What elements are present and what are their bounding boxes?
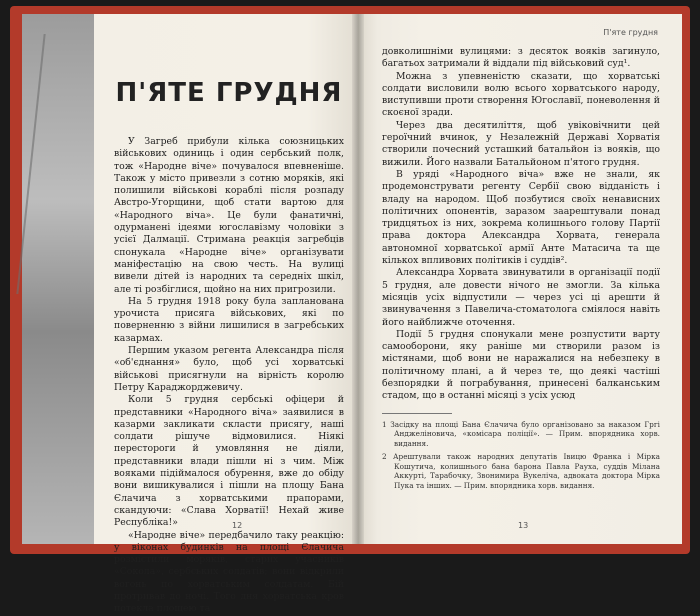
tree-silhouette (16, 34, 95, 294)
running-head: П'яте грудня (603, 28, 658, 37)
chapter-title: П'ЯТЕ ГРУДНЯ (115, 78, 343, 108)
left-paragraph-5: «Народне віче» передбачило таку реакцію: у віконах будинків на площі Єлачича розмістили моряків, старих учасників «Сокола», сербських солдатів; вони відкрили вогонь по хорватським солдатам. Бій протривав до ночі. Того дня хорватська кров потекла площею та (114, 529, 344, 615)
right-paragraph-1: довколишніми вулицями: з десяток вояків загинуло, багатьох затримали й віддали під військовий суд¹. (382, 46, 660, 70)
left-paragraph-2: На 5 грудня 1918 року була запланована урочиста присяга військових, які по поверненню з війни лишилися в загребських казармах. (114, 295, 344, 344)
right-paragraph-4: В уряді «Народного віча» вже не знали, як продемонструвати регенту Сербії свою відданість і владу на народом. Щоб позбутися своїх ненависних політичних опонентів, зарaзом заарештували понад тридцятьох із них, зокрема колишнього голову Партії права доктора Александра Хорвата, генерала автономної хорватської армії Анте Матасича та ще кількох впливових політиків і суддів². (382, 168, 660, 267)
right-paragraph-5: Александра Хорвата звинуватили в організації події 5 грудня, але довести нічого не змогли. За кілька місяців усіх відпустили — через усі ці арешти й звинувачення з Павелича-стоматолога сміялося навіть його найближче оточення. (382, 267, 660, 328)
left-paragraph-3: Першим указом регента Александра після «об'єднання» було, щоб усі хорватські військові присягнули на вірність королю Петру Караджорджевичу. (114, 345, 344, 393)
open-book (22, 14, 682, 615)
footnote-1: 1 Засідку на площі Бана Єлачича було організовано за наказом Гргі Анджеліновича, «комісара поліції». — Прим. впорядника хорв. видання. (382, 419, 660, 448)
book-gutter (352, 14, 364, 544)
left-page-number: 12 (232, 521, 243, 530)
right-page (358, 14, 682, 544)
left-paragraph-4: Коли 5 грудня сербські офіцери й представники «Народного віча» заявилися в казарми закликати скласти присягу, наші солдати рішуче відмовилися. Ніякі перестороги й умовляння не діяли, представники влади пішли ні з чим. Між вояками підіймалося обурення, вже до обіду вони вишикувалися і пішли на площу Бана Єлачича з хорватськими прапорами, скандуючи: «Слава Хорватії! Нехай живе Республіка!» (114, 394, 344, 529)
footnote-divider (382, 413, 452, 414)
left-paragraph-1: У Загреб прибули кілька союзницьких військових одиниць і один сербський полк, тож «Народне віче» почувалося впевненіше. Також у місто привезли з сотню моряків, які полишили військові кораблі після розпаду Австро-Угорщини, щоб стати вартою для «Народного віча». Це були фанатичні, одурманені ідеями югославізму чоловіки з усієї Далмації. Стримана реакція загребців спонукала «Народне віче» організувати маніфестацію на свою честь. На вулиці вивели дітей із народних та середніх шкіл, але ті розбіглися, щойно на них пригрозили. (114, 136, 344, 295)
right-paragraph-3: Через два десятиліття, щоб увіковічнити цей героїчний вчинок, у Незалежній Державі Хорватія створили почесний устaшкий батальйон із вояків, що вижили. Його назвали Батальйоном п'ятого грудня. (382, 119, 660, 168)
right-paragraph-2: Можна з упевненістю сказати, що хорватські солдати висловили волю всього хорватського народу, виступивши проти створення Югославії, поневолення й скоєної зради. (382, 70, 660, 119)
right-paragraph-6: Події 5 грудня спонукали мене розпустити варту самооборони, яку раніше ми створили разом із містянами, щоб вони не наражалися на небезпеку в політичному плані, а й через те, що деякі частіші безпорядки й пограбування, принесені балканським стадом, що в останні місяці з усіх усюд (382, 328, 660, 402)
footnote-2: 2 Арештували також народних депутатів Івицю Франка і Мірка Кошутича, колишнього бана барона Павла Рауха, суддів Мілана Аккурті, Тарабочку, Звонимира Вукеліча, адвоката доктора Мірка Пука та інших. — Прим. впорядника хорв. видання. (382, 452, 660, 490)
right-page-number: 13 (518, 521, 529, 530)
photo-strip (22, 14, 94, 544)
left-page (22, 14, 358, 615)
